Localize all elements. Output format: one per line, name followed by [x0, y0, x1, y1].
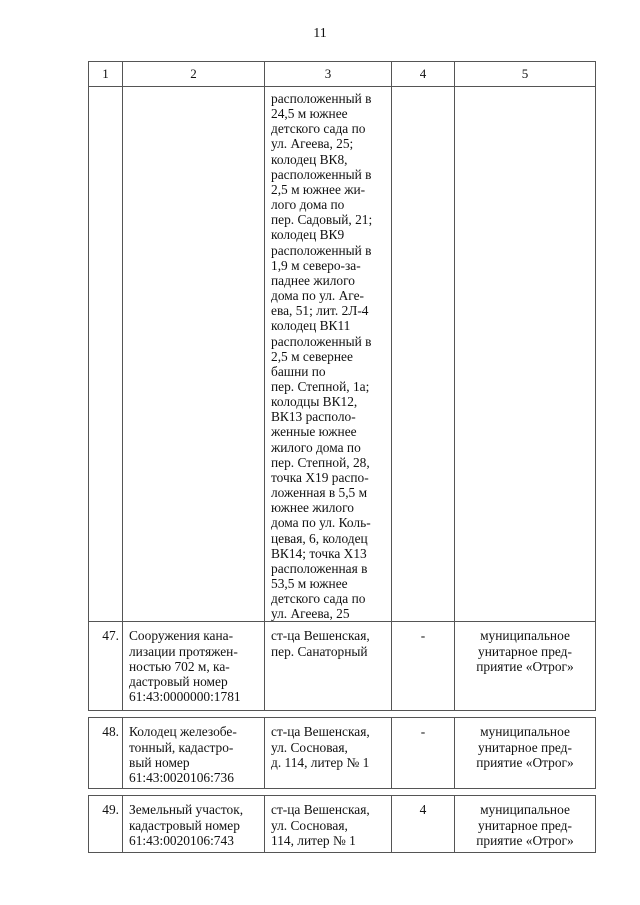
table-cell	[455, 796, 596, 853]
table-cell	[455, 87, 596, 622]
column-header: 2	[123, 62, 265, 87]
page-number: 11	[313, 26, 327, 41]
location-description: расположенный в 24,5 м южнее детского сада по ул. Агеева, 25; колодец ВК8, расположенный в 2,5 м южнее жи- лого дома по пер. Садовый, 21; колодец ВК9 расположенный в 1,9 м северо-за- паднее жилого дома по ул. Аге- ева, 51; лит. 2Л-4 колодец ВК11 расположенный в 2,5 м севернее башни по пер. Степной, 1а; колодцы ВК12, ВК13 располо- женные южнее жилого дома по пер. Степной, 28, точка Х19 распо- ложенная в 5,5 м южнее жилого дома по ул. Коль- цевая, 6, колодец ВК14; точка Х13 расположенная в 53,5 м южнее детского сада по ул. Агеева, 25	[271, 91, 373, 622]
table-cell	[455, 718, 596, 789]
column-header: 4	[392, 62, 455, 87]
table-cell	[89, 796, 123, 853]
object-name: Колодец железобе- тонный, кадастро- вый номер 61:43:0020106:736	[129, 724, 237, 786]
table-header-row	[89, 62, 596, 87]
table-row	[89, 622, 596, 711]
column-4-value: -	[420, 724, 426, 740]
property-table	[88, 61, 596, 853]
object-address: ст-ца Вешенская, ул. Сосновая, д. 114, литер № 1	[271, 724, 370, 770]
table-row	[89, 796, 596, 853]
table-cell	[89, 622, 123, 711]
table-cell	[392, 87, 455, 622]
column-header: 5	[455, 62, 596, 87]
table-cell	[123, 718, 265, 789]
table-cell	[392, 622, 455, 711]
object-name: Сооружения кана- лизации протяжен- ностью 702 м, ка- дастровый номер 61:43:0000000:1781	[129, 628, 241, 705]
table-row-continuation	[89, 87, 596, 622]
row-gap	[89, 711, 596, 718]
object-address: ст-ца Вешенская, пер. Санаторный	[271, 628, 370, 659]
table-cell	[123, 622, 265, 711]
table-cell	[265, 718, 392, 789]
table-cell	[455, 622, 596, 711]
table-cell	[392, 718, 455, 789]
table-cell	[265, 622, 392, 711]
table-row	[89, 718, 596, 789]
column-header: 1	[89, 62, 123, 87]
object-name: Земельный участок, кадастровый номер 61:43:0020106:743	[129, 802, 244, 848]
owner-name: муниципальное унитарное пред- приятие «Отрог»	[476, 802, 574, 848]
row-number: 47.	[102, 628, 119, 644]
table-cell	[89, 718, 123, 789]
row-number: 49.	[102, 802, 119, 818]
owner-name: муниципальное унитарное пред- приятие «Отрог»	[476, 628, 574, 674]
table-cell	[89, 87, 123, 622]
column-header: 3	[265, 62, 392, 87]
object-address: ст-ца Вешенская, ул. Сосновая, 114, литер № 1	[271, 802, 370, 848]
table-cell	[123, 87, 265, 622]
column-4-value: 4	[419, 802, 427, 818]
table-cell	[123, 796, 265, 853]
owner-name: муниципальное унитарное пред- приятие «Отрог»	[476, 724, 574, 770]
table-cell	[265, 796, 392, 853]
row-gap	[89, 789, 596, 796]
table-cell	[265, 87, 392, 622]
row-number: 48.	[102, 724, 119, 740]
table-cell	[392, 796, 455, 853]
column-4-value: -	[420, 628, 426, 644]
